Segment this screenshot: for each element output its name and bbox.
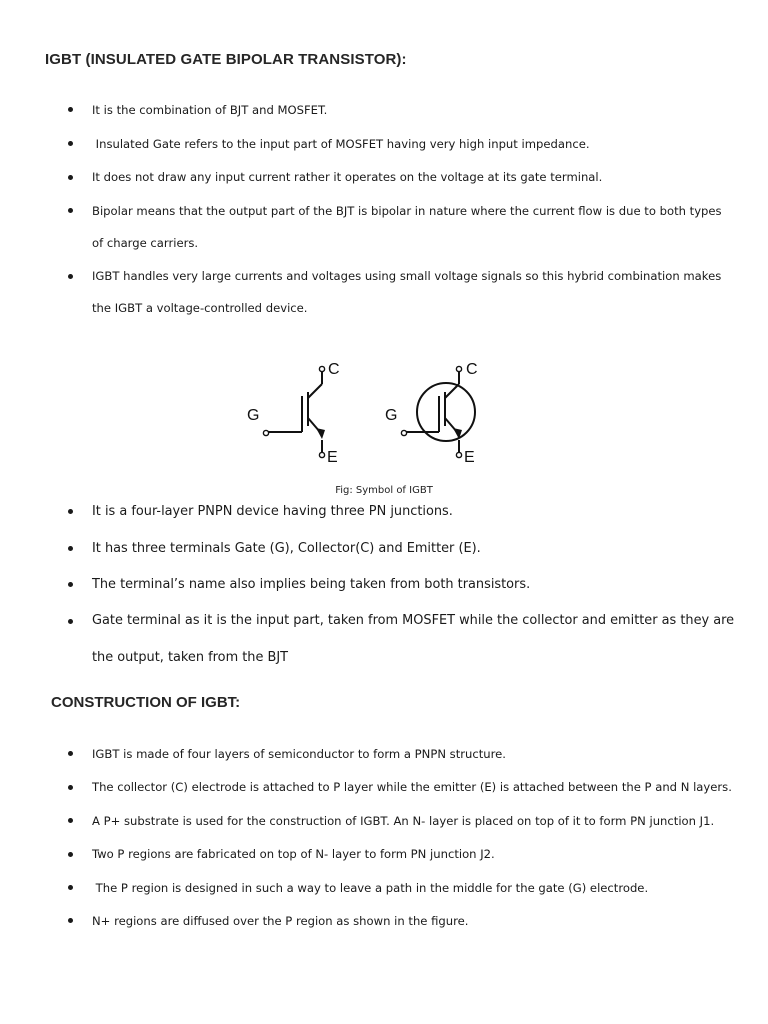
list-item: It is a four-layer PNPN device having three PN junctions. (92, 504, 453, 519)
bullet-icon (68, 107, 73, 112)
list-item: Insulated Gate refers to the input part of MOSFET having very high input impedance. (92, 137, 590, 151)
igbt-symbol-plain (263, 366, 324, 457)
bullet-icon (68, 785, 73, 790)
list-item: IGBT is made of four layers of semiconductor to form a PNPN structure. (92, 747, 506, 761)
list-item-line: of charge carriers. (92, 236, 199, 250)
bullet-icon (68, 141, 73, 146)
list-item (92, 602, 734, 676)
list-item-line: IGBT handles very large currents and voltages using small voltage signals so this hybrid combination makes (92, 269, 722, 283)
bullet-icon (68, 852, 73, 857)
list-item-line: the IGBT a voltage-controlled device. (92, 301, 308, 315)
section-heading-construction: CONSTRUCTION OF IGBT: (51, 694, 241, 711)
collector-label: C (328, 361, 340, 378)
bullet-icon (68, 918, 73, 923)
list-item: Two P regions are fabricated on top of N- layer to form PN junction J2. (92, 847, 495, 861)
bullet-icon (68, 885, 73, 890)
list-item (92, 195, 722, 259)
figure-caption: Fig: Symbol of IGBT (335, 485, 433, 496)
list-item-line: Bipolar means that the output part of the BJT is bipolar in nature where the current flow is due to both types (92, 204, 722, 218)
list-item: A P+ substrate is used for the construction of IGBT. An N- layer is placed on top of it to form PN junction J1. (92, 814, 715, 828)
section-heading-igbt: IGBT (INSULATED GATE BIPOLAR TRANSISTOR): (45, 51, 407, 68)
bullet-icon (68, 509, 73, 514)
bullet-icon (68, 546, 73, 551)
emitter-label: E (327, 449, 338, 466)
list-item: The terminal’s name also implies being taken from both transistors. (92, 577, 531, 592)
list-item: It has three terminals Gate (G), Collector(C) and Emitter (E). (92, 541, 481, 556)
list-item-line: the output, taken from the BJT (92, 650, 288, 665)
bullet-icon (68, 751, 73, 756)
bullet-icon (68, 582, 73, 587)
bullet-icon (68, 818, 73, 823)
list-item: The P region is designed in such a way to leave a path in the middle for the gate (G) electrode. (92, 881, 649, 895)
bullet-icon (68, 619, 73, 624)
list-item: It is the combination of BJT and MOSFET. (92, 103, 328, 117)
collector-label: C (466, 361, 478, 378)
igbt-symbol-circled (401, 366, 475, 457)
gate-label: G (247, 407, 260, 424)
list-item: It does not draw any input current rather it operates on the voltage at its gate terminal. (92, 170, 603, 184)
gate-label: G (385, 407, 398, 424)
igbt-symbol-figure (240, 356, 500, 471)
list-item: The collector (C) electrode is attached to P layer while the emitter (E) is attached between the P and N layers. (92, 780, 732, 794)
emitter-arrow-icon (316, 428, 325, 439)
list-item (92, 260, 721, 324)
list-item-line: Gate terminal as it is the input part, taken from MOSFET while the collector and emitter as they are (92, 613, 735, 628)
list-item: N+ regions are diffused over the P region as shown in the figure. (92, 914, 469, 928)
bullet-icon (68, 274, 73, 279)
emitter-label: E (464, 449, 475, 466)
bullet-icon (68, 208, 73, 213)
bullet-icon (68, 175, 73, 180)
